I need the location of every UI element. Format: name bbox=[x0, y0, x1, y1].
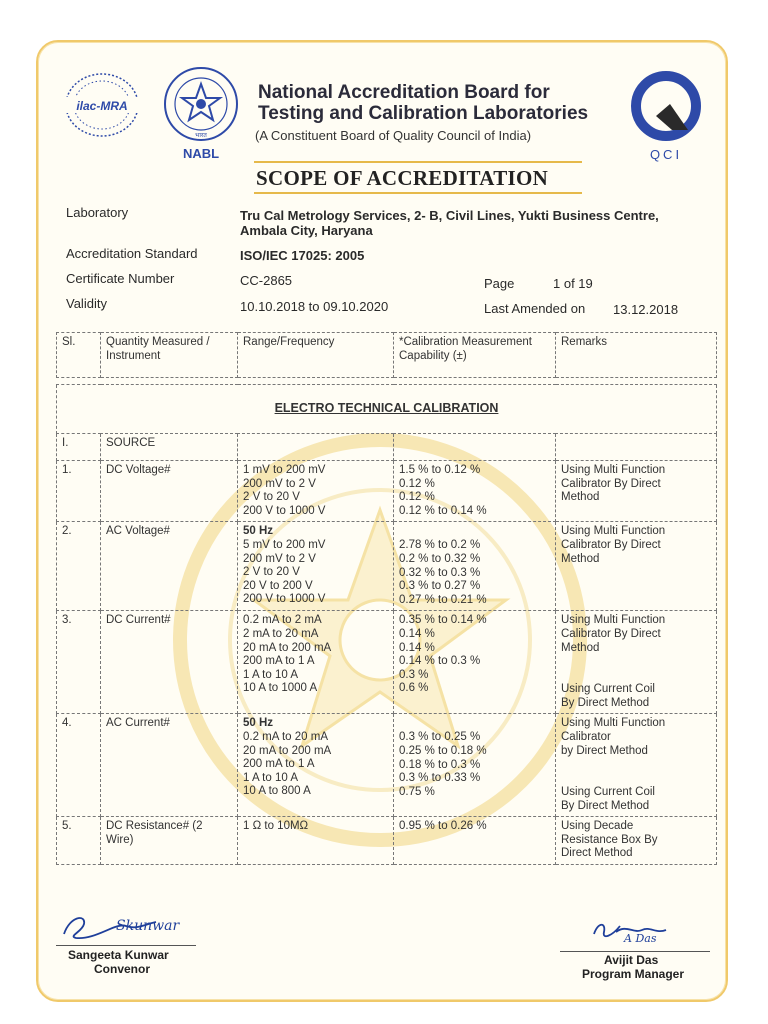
scope-heading: SCOPE OF ACCREDITATION bbox=[256, 166, 549, 190]
remarks-line: Using Multi Function bbox=[561, 525, 666, 538]
row-range bbox=[238, 522, 394, 611]
cmc-value: 0.95 % to 0.26 % bbox=[399, 820, 487, 833]
ilac-logo-text: ilac-MRA bbox=[76, 99, 128, 113]
row-cmc bbox=[394, 611, 556, 714]
remarks-line: Direct Method bbox=[561, 847, 633, 860]
range-value: 1 Ω to 10MΩ bbox=[243, 820, 309, 833]
range-value: 0.2 mA to 2 mA bbox=[243, 614, 322, 627]
range-frequency-header: 50 Hz bbox=[243, 525, 274, 538]
nabl-logo-text: NABL bbox=[182, 146, 220, 161]
cmc-value: 0.12 % to 0.14 % bbox=[399, 504, 487, 517]
remarks-line: Using Multi Function bbox=[561, 614, 666, 627]
cmc-value: 0.14 % bbox=[399, 627, 435, 640]
subsection-row bbox=[57, 434, 717, 461]
row-range bbox=[238, 461, 394, 522]
remarks-line: Calibrator By Direct bbox=[561, 477, 661, 490]
row-range bbox=[238, 714, 394, 817]
standard-value: ISO/IEC 17025: 2005 bbox=[240, 248, 365, 263]
heading-rule-top bbox=[254, 161, 582, 163]
cmc-value: 0.3 % to 0.33 % bbox=[399, 772, 481, 785]
validity-value: 10.10.2018 to 09.10.2020 bbox=[240, 299, 389, 314]
range-value: 2 V to 20 V bbox=[243, 491, 300, 504]
laboratory-value-line2: Ambala City, Haryana bbox=[240, 223, 373, 238]
remarks-line: Method bbox=[561, 491, 600, 504]
board-subtitle: (A Constituent Board of Quality Council of India) bbox=[255, 128, 532, 143]
range-value: 200 V to 1000 V bbox=[243, 504, 326, 517]
row-quantity: AC Voltage# bbox=[101, 522, 238, 611]
board-title-line1: National Accreditation Board for bbox=[258, 82, 550, 103]
range-value: 2 V to 20 V bbox=[243, 566, 300, 579]
row-cmc bbox=[394, 522, 556, 611]
range-value: 200 mV to 2 V bbox=[243, 552, 316, 565]
row-remarks bbox=[556, 817, 717, 865]
range-value: 2 mA to 20 mA bbox=[243, 627, 319, 640]
remarks-line: Using Current Coil bbox=[561, 786, 655, 799]
cmc-value: 0.27 % to 0.21 % bbox=[399, 593, 487, 606]
row-remarks bbox=[556, 611, 717, 714]
laboratory-label: Laboratory bbox=[66, 205, 129, 220]
range-value: 20 mA to 200 mA bbox=[243, 744, 332, 757]
cmc-value: 0.3 % to 0.27 % bbox=[399, 580, 481, 593]
cmc-value: 0.12 % bbox=[399, 477, 435, 490]
row-quantity: DC Voltage# bbox=[101, 461, 238, 522]
subsection-empty bbox=[394, 434, 556, 461]
row-quantity: DC Resistance# (2 Wire) bbox=[101, 817, 238, 865]
header-range: Range/Frequency bbox=[238, 333, 394, 378]
table-row bbox=[57, 714, 717, 817]
nabl-logo-icon bbox=[160, 64, 242, 162]
program-manager-title: Program Manager bbox=[582, 967, 685, 981]
remarks-line: By Direct Method bbox=[561, 799, 650, 812]
remarks-line: Resistance Box By bbox=[561, 833, 658, 846]
header-quantity: Quantity Measured / Instrument bbox=[101, 333, 238, 378]
program-manager-signature-text: A Das bbox=[624, 932, 657, 945]
section-title: ELECTRO TECHNICAL CALIBRATION bbox=[57, 385, 717, 434]
row-sl: 4. bbox=[57, 714, 101, 817]
remarks-line: Method bbox=[561, 552, 600, 565]
amended-label: Last Amended on bbox=[484, 301, 586, 316]
remarks-line: Using Decade bbox=[561, 820, 634, 833]
row-remarks bbox=[556, 522, 717, 611]
subsection-empty bbox=[238, 434, 394, 461]
nabl-seal-text: भारत bbox=[195, 132, 207, 139]
page-value: 1 of 19 bbox=[553, 276, 593, 291]
table-row bbox=[57, 461, 717, 522]
cmc-value: 0.3 % bbox=[399, 668, 429, 681]
row-quantity: DC Current# bbox=[101, 611, 238, 714]
convenor-signature-line bbox=[56, 945, 196, 946]
amended-value: 13.12.2018 bbox=[613, 302, 679, 317]
cmc-value: 0.2 % to 0.32 % bbox=[399, 552, 481, 565]
table-header-row bbox=[57, 333, 717, 378]
range-value: 0.2 mA to 20 mA bbox=[243, 730, 329, 743]
cmc-value: 0.14 % to 0.3 % bbox=[399, 655, 481, 668]
page-label: Page bbox=[484, 276, 515, 291]
convenor-signature-text: Skunwar bbox=[116, 918, 180, 934]
cmc-value: 2.78 % to 0.2 % bbox=[399, 539, 481, 552]
convenor-signature-icon bbox=[56, 908, 206, 944]
remarks-line: Calibrator By Direct bbox=[561, 627, 661, 640]
cmc-value: 1.5 % to 0.12 % bbox=[399, 464, 481, 476]
range-frequency-header: 50 Hz bbox=[243, 717, 274, 730]
certificate-label: Certificate Number bbox=[66, 271, 175, 286]
header-remarks: Remarks bbox=[556, 333, 717, 378]
row-range bbox=[238, 611, 394, 714]
range-value: 200 mA to 1 A bbox=[243, 655, 315, 668]
cmc-value: 0.12 % bbox=[399, 491, 435, 504]
cmc-value: 0.25 % to 0.18 % bbox=[399, 744, 487, 757]
range-value: 20 V to 200 V bbox=[243, 579, 313, 592]
board-title-line2: Testing and Calibration Laboratories bbox=[258, 103, 589, 124]
remarks-line: Calibrator By Direct bbox=[561, 538, 661, 551]
cmc-value: 0.32 % to 0.3 % bbox=[399, 566, 481, 579]
row-quantity: AC Current# bbox=[101, 714, 238, 817]
remarks-line: Using Multi Function bbox=[561, 717, 666, 730]
qci-logo-icon bbox=[626, 70, 706, 162]
laboratory-value-line1: Tru Cal Metrology Services, 2- B, Civil Lines, Yukti Business Centre, bbox=[240, 208, 659, 223]
remarks-line: Using Multi Function bbox=[561, 464, 666, 476]
range-value: 200 mV to 2 V bbox=[243, 477, 316, 490]
program-manager-signature-icon bbox=[586, 912, 676, 946]
subsection-title: SOURCE bbox=[101, 434, 238, 461]
remarks-line: Calibrator bbox=[561, 730, 611, 743]
convenor-title: Convenor bbox=[94, 962, 151, 976]
heading-rule-bottom bbox=[254, 192, 582, 194]
table-gap bbox=[57, 378, 717, 385]
table-row bbox=[57, 611, 717, 714]
row-range bbox=[238, 817, 394, 865]
qci-logo-text: QCI bbox=[649, 147, 683, 162]
range-value: 200 V to 1000 V bbox=[243, 593, 326, 606]
cmc-value: 0.75 % bbox=[399, 785, 435, 798]
row-sl: 1. bbox=[57, 461, 101, 522]
range-value: 10 A to 1000 A bbox=[243, 682, 318, 695]
certificate-value: CC-2865 bbox=[240, 273, 293, 288]
cmc-value: 0.35 % to 0.14 % bbox=[399, 614, 487, 627]
range-value: 200 mA to 1 A bbox=[243, 758, 315, 771]
table-row bbox=[57, 817, 717, 865]
range-value: 1 A to 10 A bbox=[243, 668, 298, 681]
subsection-num: I. bbox=[57, 434, 101, 461]
standard-label: Accreditation Standard bbox=[66, 246, 198, 261]
convenor-name: Sangeeta Kunwar bbox=[68, 948, 169, 962]
cmc-value: 0.14 % bbox=[399, 641, 435, 654]
row-sl: 5. bbox=[57, 817, 101, 865]
remarks-line: Using Current Coil bbox=[561, 683, 655, 696]
cmc-value: 0.3 % to 0.25 % bbox=[399, 731, 481, 744]
row-sl: 2. bbox=[57, 522, 101, 611]
scope-table bbox=[56, 332, 717, 865]
range-value: 20 mA to 200 mA bbox=[243, 641, 332, 654]
ilac-mra-logo-icon bbox=[62, 70, 142, 140]
range-value: 10 A to 800 A bbox=[243, 785, 311, 798]
row-remarks bbox=[556, 714, 717, 817]
row-cmc bbox=[394, 461, 556, 522]
remarks-line: By Direct Method bbox=[561, 696, 650, 709]
validity-label: Validity bbox=[66, 296, 107, 311]
program-manager-signature-line bbox=[560, 951, 710, 952]
cmc-value: 0.18 % to 0.3 % bbox=[399, 758, 481, 771]
program-manager-name: Avijit Das bbox=[604, 953, 659, 967]
header-cmc: *Calibration Measurement Capability (±) bbox=[394, 333, 556, 378]
range-value: 1 mV to 200 mV bbox=[243, 464, 326, 476]
header-sl: Sl. bbox=[57, 333, 101, 378]
row-cmc bbox=[394, 714, 556, 817]
range-value: 1 A to 10 A bbox=[243, 771, 298, 784]
subsection-empty bbox=[556, 434, 717, 461]
row-sl: 3. bbox=[57, 611, 101, 714]
row-cmc bbox=[394, 817, 556, 865]
cmc-value: 0.6 % bbox=[399, 682, 429, 695]
range-value: 5 mV to 200 mV bbox=[243, 538, 326, 551]
row-remarks bbox=[556, 461, 717, 522]
remarks-line: Method bbox=[561, 641, 600, 654]
remarks-line: by Direct Method bbox=[561, 744, 648, 757]
table-row bbox=[57, 522, 717, 611]
